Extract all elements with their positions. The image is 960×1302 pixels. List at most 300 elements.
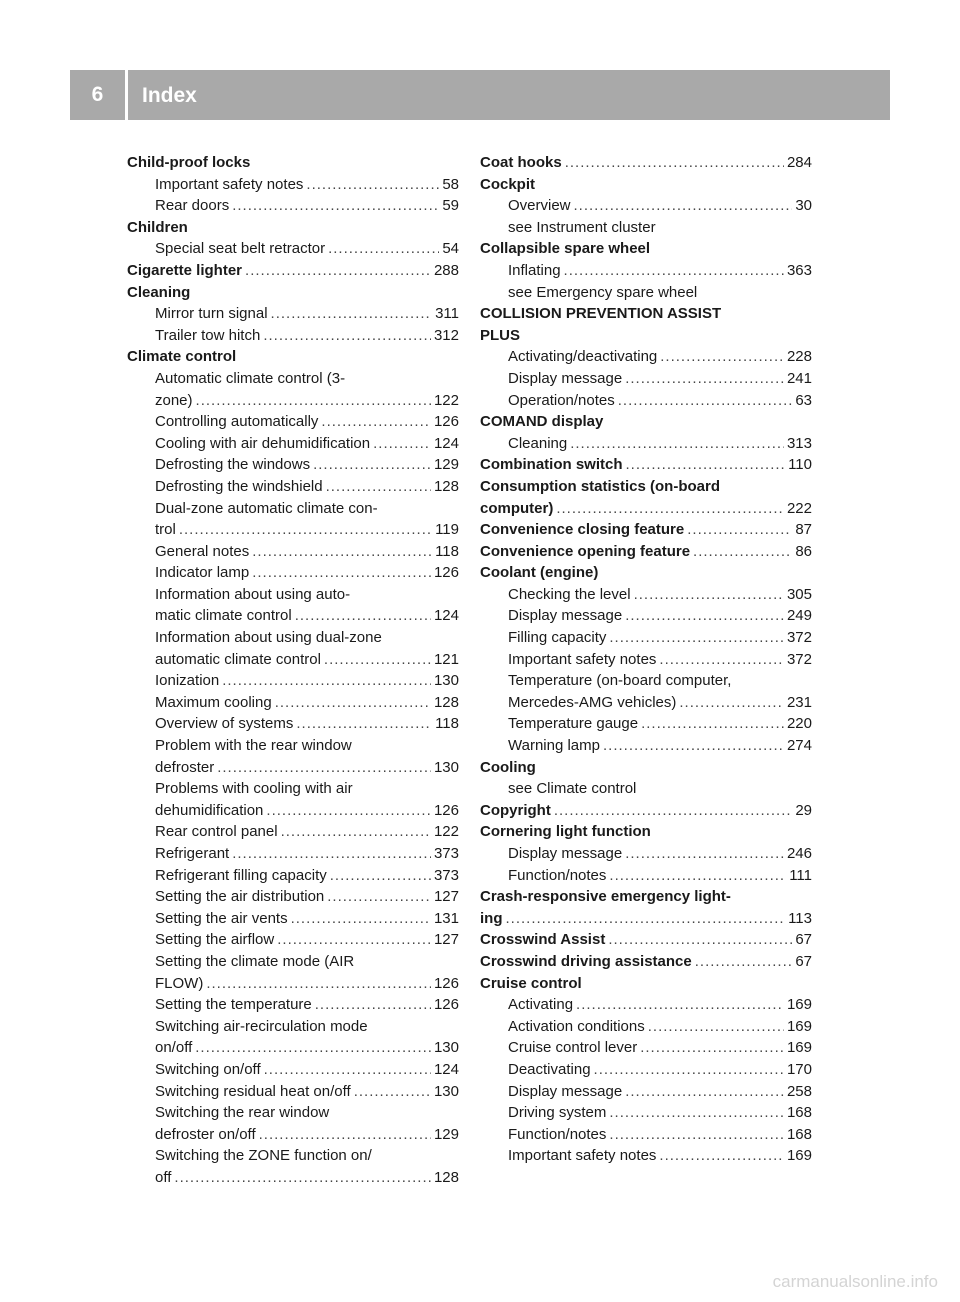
- index-subentry: [480, 670, 812, 692]
- index-subentry: [127, 649, 459, 671]
- leader-dots: [679, 692, 784, 714]
- entry-label: Cooling with air dehumidification: [155, 434, 371, 452]
- index-subentry: [127, 713, 459, 735]
- page-reference: 169: [786, 1147, 812, 1165]
- page-reference: 169: [786, 996, 812, 1014]
- entry-label: Refrigerant: [155, 845, 230, 862]
- page-reference: 312: [433, 326, 459, 344]
- watermark: carmanualsonline.info: [772, 1272, 938, 1291]
- entry-label: Cockpit: [480, 175, 536, 193]
- page-reference: 118: [435, 542, 459, 560]
- index-entry: [480, 152, 812, 174]
- index-subentry: [127, 1037, 459, 1059]
- entry-label: Activating: [508, 996, 574, 1014]
- entry-label: Overview: [508, 197, 571, 215]
- page-reference: 126: [433, 996, 459, 1014]
- entry-label: Rear control panel: [155, 823, 278, 841]
- page-reference: 30: [795, 197, 812, 215]
- index-subentry: [127, 519, 459, 541]
- leader-dots: [321, 411, 431, 433]
- entry-label: Cooling: [480, 758, 536, 776]
- index-subentry: [127, 454, 459, 476]
- index-subentry: [480, 260, 812, 282]
- entry-label: automatic climate control: [155, 650, 321, 668]
- entry-label: see Emergency spare wheel: [508, 283, 698, 301]
- page-reference: 126: [433, 974, 459, 992]
- index-entry: [480, 562, 812, 584]
- page-reference: 122: [433, 391, 459, 409]
- index-subentry: [480, 713, 812, 735]
- page-reference: 168: [786, 1104, 812, 1122]
- entry-label: Display message: [508, 845, 623, 862]
- entry-label: Cleaning: [508, 434, 568, 452]
- index-subentry: [127, 584, 459, 606]
- leader-dots: [291, 908, 431, 930]
- index-subentry: [480, 195, 812, 217]
- entry-label: Checking the level: [508, 585, 631, 603]
- leader-dots: [659, 1145, 784, 1167]
- page-reference: 58: [442, 175, 459, 193]
- index-subentry: [127, 994, 459, 1016]
- entry-label: Maximum cooling: [155, 693, 272, 711]
- index-subentry: [480, 605, 812, 627]
- index-subentry: [480, 282, 812, 304]
- index-entry: [480, 454, 812, 476]
- page-reference: 126: [433, 413, 459, 431]
- index-subentry: [480, 1145, 812, 1167]
- entry-label: COMAND display: [480, 413, 604, 431]
- index-subentry: [127, 778, 459, 800]
- page-reference: 288: [433, 261, 459, 279]
- entry-label: Deactivating: [508, 1060, 591, 1078]
- index-entry: [480, 325, 812, 347]
- leader-dots: [648, 1016, 784, 1038]
- leader-dots: [245, 260, 431, 282]
- page-reference: 231: [786, 693, 812, 711]
- leader-dots: [576, 994, 784, 1016]
- leader-dots: [609, 1124, 784, 1146]
- entry-label: Switching air-recirculation mode: [155, 1017, 368, 1035]
- page-reference: 111: [789, 866, 812, 884]
- index-entry: [480, 498, 812, 520]
- leader-dots: [327, 886, 431, 908]
- page-reference: 241: [786, 369, 812, 387]
- entry-label: Coat hooks: [480, 154, 562, 171]
- page-reference: 372: [786, 650, 812, 668]
- index-subentry: [127, 886, 459, 908]
- entry-label: computer): [480, 499, 554, 517]
- index-subentry: [127, 541, 459, 563]
- entry-label: PLUS: [480, 326, 521, 344]
- entry-label: Important safety notes: [508, 1147, 657, 1165]
- index-entry: [127, 346, 459, 368]
- index-entry: [480, 519, 812, 541]
- index-entry: [480, 757, 812, 779]
- index-subentry: [480, 368, 812, 390]
- entry-label: Function/notes: [508, 1125, 607, 1143]
- entry-label: Function/notes: [508, 866, 607, 884]
- index-column-right: [480, 152, 812, 1167]
- leader-dots: [263, 325, 431, 347]
- index-entry: [480, 411, 812, 433]
- leader-dots: [687, 519, 792, 541]
- leader-dots: [252, 541, 432, 563]
- index-subentry: [127, 1167, 459, 1189]
- index-subentry: [480, 433, 812, 455]
- entry-label: Important safety notes: [155, 175, 304, 193]
- leader-dots: [206, 973, 431, 995]
- entry-label: Activation conditions: [508, 1017, 645, 1035]
- page-reference: 127: [433, 888, 459, 906]
- entry-label: Crosswind driving assistance: [480, 952, 692, 970]
- page-reference: 305: [786, 585, 812, 603]
- entry-label: Problem with the rear window: [155, 737, 352, 755]
- entry-label: Setting the air vents: [155, 909, 288, 927]
- entry-label: Warning lamp: [508, 737, 600, 755]
- leader-dots: [634, 584, 784, 606]
- page-reference: 59: [442, 197, 459, 215]
- index-subentry: [127, 195, 459, 217]
- entry-label: Crash-responsive emergency light-: [480, 888, 731, 906]
- leader-dots: [324, 649, 431, 671]
- index-subentry: [480, 1016, 812, 1038]
- entry-label: Setting the temperature: [155, 996, 312, 1014]
- index-subentry: [480, 390, 812, 412]
- leader-dots: [179, 519, 432, 541]
- page-reference: 126: [433, 564, 459, 582]
- entry-label: Cornering light function: [480, 823, 651, 841]
- leader-dots: [222, 670, 431, 692]
- index-subentry: [480, 627, 812, 649]
- entry-label: Dual-zone automatic climate con-: [155, 499, 378, 517]
- leader-dots: [565, 152, 784, 174]
- index-subentry: [127, 865, 459, 887]
- leader-dots: [373, 433, 431, 455]
- entry-label: Display message: [508, 1082, 623, 1100]
- page-reference: 129: [433, 456, 459, 474]
- entry-label: Important safety notes: [508, 650, 657, 668]
- entry-label: Special seat belt retractor: [155, 240, 326, 258]
- index-subentry: [127, 390, 459, 412]
- page-header: [70, 70, 890, 120]
- index-entry: [480, 929, 812, 951]
- leader-dots: [693, 541, 792, 563]
- index-subentry: [127, 843, 459, 865]
- index-entry: [480, 541, 812, 563]
- index-subentry: [480, 994, 812, 1016]
- index-subentry: [127, 692, 459, 714]
- page-reference: 222: [786, 499, 812, 517]
- leader-dots: [506, 908, 786, 930]
- leader-dots: [354, 1081, 431, 1103]
- leader-dots: [618, 390, 793, 412]
- entry-label: Display message: [508, 607, 623, 625]
- leader-dots: [625, 605, 784, 627]
- index-subentry: [480, 584, 812, 606]
- leader-dots: [625, 1081, 784, 1103]
- page-reference: 124: [433, 434, 459, 452]
- entry-label: Display message: [508, 369, 623, 387]
- leader-dots: [232, 843, 431, 865]
- entry-label: Switching on/off: [155, 1060, 261, 1078]
- index-subentry: [127, 951, 459, 973]
- index-entry: [127, 152, 459, 174]
- entry-label: Cruise control lever: [508, 1039, 638, 1057]
- entry-label: see Instrument cluster: [508, 218, 656, 236]
- page-number: 6: [91, 83, 104, 106]
- entry-label: Convenience opening feature: [480, 542, 691, 560]
- page-reference: 118: [435, 715, 459, 733]
- page-reference: 373: [433, 845, 459, 862]
- entry-label: FLOW): [155, 974, 204, 992]
- entry-label: Temperature (on-board computer,: [508, 672, 732, 690]
- entry-label: Cleaning: [127, 283, 191, 301]
- entry-label: see Climate control: [508, 780, 637, 798]
- index-subentry: [480, 735, 812, 757]
- index-subentry: [480, 217, 812, 239]
- leader-dots: [608, 929, 792, 951]
- leader-dots: [564, 260, 784, 282]
- index-entry: [127, 282, 459, 304]
- index-entry: [480, 303, 812, 325]
- leader-dots: [626, 454, 786, 476]
- entry-label: Mirror turn signal: [155, 305, 268, 323]
- index-subentry: [127, 303, 459, 325]
- page-reference: 122: [433, 823, 459, 841]
- leader-dots: [330, 865, 431, 887]
- index-subentry: [480, 843, 812, 865]
- leader-dots: [313, 454, 431, 476]
- entry-label: ing: [480, 909, 503, 927]
- index-subentry: [127, 1102, 459, 1124]
- entry-label: Copyright: [480, 801, 551, 819]
- index-subentry: [480, 1102, 812, 1124]
- entry-label: Refrigerant filling capacity: [155, 866, 327, 884]
- index-subentry: [127, 174, 459, 196]
- leader-dots: [609, 1102, 784, 1124]
- leader-dots: [296, 713, 432, 735]
- index-subentry: [127, 1016, 459, 1038]
- page-reference: 363: [786, 261, 812, 279]
- page-reference: 67: [795, 931, 812, 949]
- page-reference: 87: [795, 521, 812, 539]
- leader-dots: [295, 605, 431, 627]
- page-reference: 126: [433, 801, 459, 819]
- entry-label: Defrosting the windshield: [155, 477, 323, 495]
- leader-dots: [625, 368, 784, 390]
- entry-label: defroster: [155, 758, 215, 776]
- index-subentry: [127, 498, 459, 520]
- index-subentry: [127, 605, 459, 627]
- index-subentry: [127, 929, 459, 951]
- index-entry: [480, 908, 812, 930]
- entry-label: Driving system: [508, 1104, 607, 1122]
- page-reference: 67: [795, 952, 812, 970]
- entry-label: Cruise control: [480, 974, 582, 992]
- page-reference: 246: [786, 845, 812, 862]
- page-reference: 131: [433, 909, 459, 927]
- index-subentry: [480, 778, 812, 800]
- entry-label: Consumption statistics (on-board: [480, 477, 720, 495]
- entry-label: Operation/notes: [508, 391, 615, 409]
- index-subentry: [480, 1037, 812, 1059]
- entry-label: Combination switch: [480, 456, 623, 474]
- entry-label: Defrosting the windows: [155, 456, 311, 474]
- leader-dots: [195, 1037, 431, 1059]
- page-reference: 128: [433, 693, 459, 711]
- entry-label: Temperature gauge: [508, 715, 639, 733]
- page-reference: 128: [433, 477, 459, 495]
- page-reference: 274: [786, 737, 812, 755]
- index-subentry: [127, 973, 459, 995]
- page-reference: 220: [786, 715, 812, 733]
- index-subentry: [127, 1059, 459, 1081]
- index-subentry: [127, 908, 459, 930]
- page-reference: 170: [786, 1060, 812, 1078]
- entry-label: Climate control: [127, 348, 237, 366]
- entry-label: Information about using dual-zone: [155, 629, 382, 647]
- leader-dots: [603, 735, 784, 757]
- section-title: Index: [142, 84, 197, 107]
- entry-label: Activating/deactivating: [508, 348, 658, 366]
- entry-label: Cigarette lighter: [127, 261, 243, 279]
- entry-label: trol: [155, 521, 176, 539]
- page-reference: 311: [435, 305, 459, 323]
- header-divider: [125, 70, 128, 120]
- leader-dots: [271, 303, 433, 325]
- page-reference: 54: [442, 240, 459, 258]
- entry-label: Setting the airflow: [155, 931, 275, 949]
- leader-dots: [281, 821, 431, 843]
- entry-label: Crosswind Assist: [480, 931, 606, 949]
- index-subentry: [480, 1081, 812, 1103]
- index-subentry: [127, 735, 459, 757]
- entry-label: matic climate control: [155, 607, 292, 625]
- leader-dots: [570, 433, 784, 455]
- page-reference: 169: [786, 1039, 812, 1057]
- index-subentry: [480, 1124, 812, 1146]
- entry-label: Collapsible spare wheel: [480, 240, 651, 258]
- index-entry: [480, 174, 812, 196]
- leader-dots: [266, 800, 431, 822]
- leader-dots: [252, 562, 431, 584]
- page-reference: 124: [433, 1060, 459, 1078]
- index-column-left: [127, 152, 459, 1189]
- index-subentry: [127, 800, 459, 822]
- index-subentry: [127, 1145, 459, 1167]
- leader-dots: [277, 929, 431, 951]
- page-reference: 110: [788, 456, 812, 474]
- leader-dots: [609, 627, 784, 649]
- index-entry: [480, 238, 812, 260]
- leader-dots: [574, 195, 793, 217]
- entry-label: Indicator lamp: [155, 564, 250, 582]
- page-reference: 29: [795, 801, 812, 819]
- index-entry: [127, 260, 459, 282]
- leader-dots: [609, 865, 786, 887]
- index-subentry: [127, 368, 459, 390]
- page-reference: 128: [433, 1168, 459, 1186]
- entry-label: Rear doors: [155, 197, 230, 215]
- page-reference: 249: [786, 607, 812, 625]
- index-subentry: [127, 476, 459, 498]
- page-reference: 373: [433, 866, 459, 884]
- index-subentry: [127, 1081, 459, 1103]
- page-reference: 130: [433, 672, 459, 690]
- index-subentry: [480, 692, 812, 714]
- page-reference: 63: [795, 391, 812, 409]
- entry-label: Mercedes-AMG vehicles): [508, 693, 677, 711]
- leader-dots: [328, 238, 439, 260]
- leader-dots: [625, 843, 784, 865]
- leader-dots: [196, 390, 431, 412]
- entry-label: Problems with cooling with air: [155, 780, 353, 798]
- index-subentry: [127, 670, 459, 692]
- entry-label: Switching residual heat on/off: [155, 1082, 351, 1100]
- leader-dots: [306, 174, 439, 196]
- entry-label: Convenience closing feature: [480, 521, 685, 539]
- page-reference: 130: [433, 1039, 459, 1057]
- leader-dots: [232, 195, 439, 217]
- entry-label: Setting the climate mode (AIR: [155, 952, 355, 970]
- entry-label: Switching the rear window: [155, 1104, 330, 1122]
- leader-dots: [259, 1124, 431, 1146]
- leader-dots: [217, 757, 431, 779]
- leader-dots: [594, 1059, 784, 1081]
- entry-label: defroster on/off: [155, 1125, 256, 1143]
- page-reference: 127: [433, 931, 459, 949]
- leader-dots: [264, 1059, 431, 1081]
- entry-label: dehumidification: [155, 801, 264, 819]
- entry-label: Child-proof locks: [127, 154, 251, 171]
- page-reference: 313: [786, 434, 812, 452]
- page-reference: 228: [786, 348, 812, 366]
- leader-dots: [554, 800, 792, 822]
- index-entry: [480, 476, 812, 498]
- leader-dots: [695, 951, 793, 973]
- leader-dots: [660, 346, 784, 368]
- page-reference: 124: [433, 607, 459, 625]
- entry-label: Coolant (engine): [480, 564, 599, 582]
- entry-label: Setting the air distribution: [155, 888, 325, 906]
- page-reference: 130: [433, 1082, 459, 1100]
- entry-label: General notes: [155, 542, 250, 560]
- entry-label: Trailer tow hitch: [155, 326, 261, 344]
- index-entry: [480, 800, 812, 822]
- index-subentry: [127, 238, 459, 260]
- entry-label: Ionization: [155, 672, 220, 690]
- page-reference: 86: [795, 542, 812, 560]
- entry-label: Overview of systems: [155, 715, 294, 733]
- index-entry: [127, 217, 459, 239]
- leader-dots: [275, 692, 431, 714]
- page-reference: 372: [786, 629, 812, 647]
- leader-dots: [174, 1167, 431, 1189]
- entry-label: Switching the ZONE function on/: [155, 1147, 372, 1165]
- index-entry: [480, 886, 812, 908]
- page-reference: 258: [786, 1082, 812, 1100]
- index-entry: [480, 973, 812, 995]
- index-subentry: [480, 649, 812, 671]
- entry-label: off: [155, 1168, 172, 1186]
- index-subentry: [127, 1124, 459, 1146]
- entry-label: zone): [155, 391, 193, 409]
- index-subentry: [127, 757, 459, 779]
- index-subentry: [127, 562, 459, 584]
- leader-dots: [556, 498, 784, 520]
- index-subentry: [480, 865, 812, 887]
- index-subentry: [480, 346, 812, 368]
